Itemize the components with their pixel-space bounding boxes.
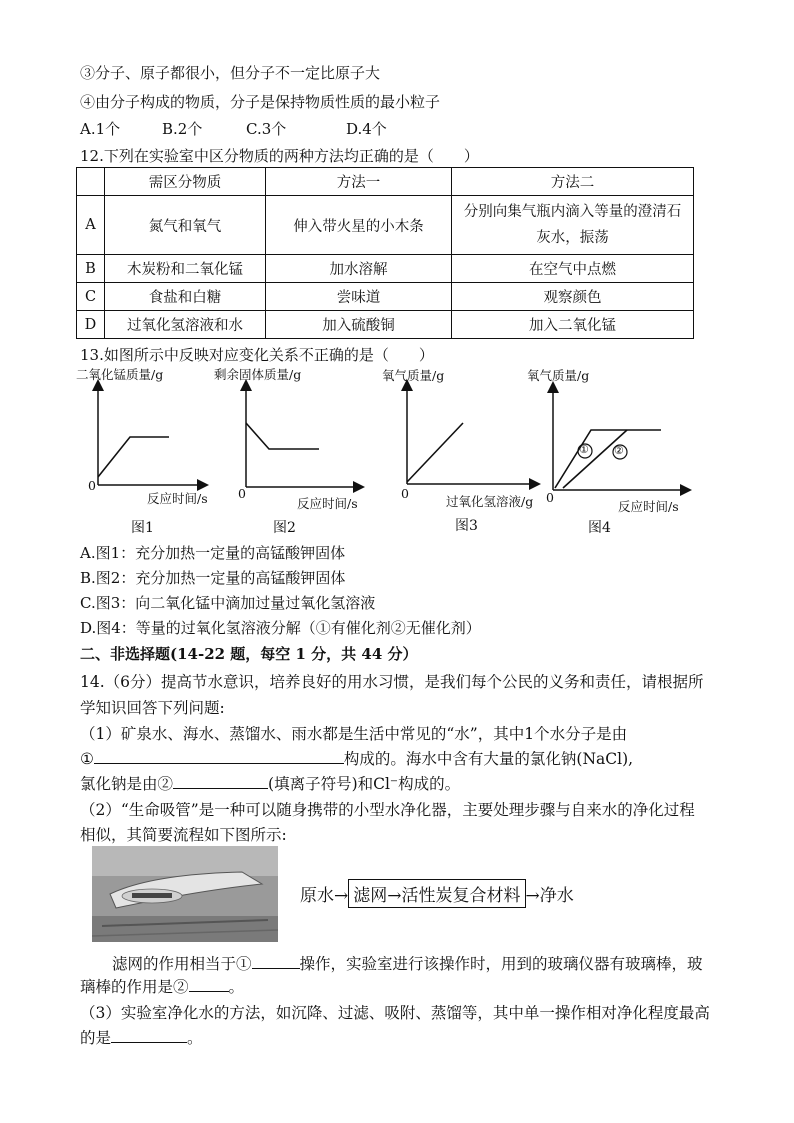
answer-blank-2[interactable]	[173, 774, 268, 789]
life-straw-photo	[92, 846, 278, 942]
row-substance: 氮气和氧气	[105, 196, 266, 255]
table-row	[77, 311, 694, 339]
chart4-origin: 0	[546, 490, 554, 505]
text-span: 。	[228, 978, 245, 996]
chart1-title: 二氧化锰质量/g	[76, 367, 164, 382]
flow-step-filter-box	[348, 879, 525, 908]
answer-blank-4[interactable]	[189, 977, 229, 992]
text-span: 构成的。海水中含有大量的氯化钠(NaCl),	[343, 750, 634, 768]
row-method2: 加入二氧化锰	[452, 311, 694, 339]
table-row	[77, 196, 694, 255]
chart2-title: 剩余固体质量/g	[214, 367, 302, 382]
row-method2-line2: 灰水，振荡	[536, 230, 609, 246]
chart4-series-1-label: ①	[579, 443, 589, 456]
row-label: D	[77, 311, 105, 339]
answer-blank-3[interactable]	[252, 954, 300, 969]
row-label: C	[77, 283, 105, 311]
flow-step-clean-water: 净水	[539, 886, 574, 906]
q11-option-a[interactable]: A.1个	[80, 120, 121, 138]
row-label: B	[77, 255, 105, 283]
table-header-row	[77, 168, 694, 196]
q14-stem-line2: 学知识回答下列问题:	[80, 699, 225, 717]
row-method2-line1: 分别向集气瓶内滴入等量的澄清石	[463, 204, 682, 220]
row-method1: 尝味道	[266, 283, 452, 311]
q14-p2-line3	[112, 952, 703, 974]
section-2-heading: 二、非选择题(14-22 题，每空 1 分，共 44 分）	[80, 645, 418, 663]
q13-option-d[interactable]: D.图4：等量的过氧化氢溶液分解（①有催化剂②无催化剂）	[80, 619, 481, 637]
q14-p3-line2	[80, 1026, 203, 1048]
row-substance: 木炭粉和二氧化锰	[105, 255, 266, 283]
text-span: 的是	[80, 1029, 112, 1047]
text-span: 。	[187, 1029, 203, 1047]
answer-blank-5[interactable]	[111, 1028, 187, 1043]
q11-option-b[interactable]: B.2个	[162, 120, 203, 138]
flow-step-activated-carbon: 活性炭复合材料	[401, 886, 521, 906]
chart3-title: 氧气质量/g	[382, 368, 445, 383]
q13-option-c[interactable]: C.图3：向二氧化锰中滴加过量过氧化氢溶液	[80, 594, 376, 612]
text-span: 璃棒的作用是②	[80, 978, 189, 996]
chart1-svg	[85, 380, 205, 500]
q12-stem: 12.下列在实验室中区分物质的两种方法均正确的是（ ）	[80, 147, 479, 165]
q14-p2-line4	[80, 975, 244, 997]
arrow-icon: →	[387, 886, 402, 906]
chart4-curve-1	[555, 430, 661, 488]
row-method2: 观察颜色	[452, 283, 694, 311]
chart1-caption: 图1	[131, 520, 154, 536]
q14-stem-line1: 14.（6分）提高节水意识，培养良好的用水习惯，是我们每个公民的义务和责任，请根据所	[80, 673, 704, 691]
q14-p3-line1: （3）实验室净化水的方法，如沉降、过滤、吸附、蒸馏等，其中单一操作相对净化程度最高	[80, 1004, 710, 1022]
answer-blank-1[interactable]	[94, 749, 344, 764]
statement-4: ④由分子构成的物质，分子是保持物质性质的最小粒子	[80, 93, 441, 111]
chart3-caption: 图3	[455, 518, 478, 534]
q14-p2-line2: 相似，其简要流程如下图所示:	[80, 826, 287, 844]
row-label: A	[77, 196, 105, 255]
row-method2	[452, 196, 694, 255]
flow-step-filter: 滤网	[353, 886, 388, 906]
text-span: 氯化钠是由②	[80, 775, 174, 793]
chart1-xlabel: 反应时间/s	[147, 491, 208, 506]
chart3-xlabel: 过氧化氢溶液/g	[446, 494, 534, 509]
q14-p1-line2	[80, 747, 633, 769]
table-header-cell: 需区分物质	[105, 168, 266, 196]
row-method1: 伸入带火星的小木条	[266, 196, 452, 255]
q13-option-a[interactable]: A.图1：充分加热一定量的高锰酸钾固体	[80, 544, 346, 562]
row-substance: 食盐和白糖	[105, 283, 266, 311]
q14-p2-line1: （2）“生命吸管”是一种可以随身携带的小型水净化器，主要处理步骤与自来水的净化过程	[80, 801, 695, 819]
statement-3: ③分子、原子都很小，但分子不一定比原子大	[80, 64, 381, 82]
q14-p1-line1: （1）矿泉水、海水、蒸馏水、雨水都是生活中常见的“水”，其中1个水分子是由	[80, 725, 628, 743]
chart4-title: 氧气质量/g	[527, 368, 590, 383]
arrow-icon: →	[525, 886, 540, 906]
row-method1: 加水溶解	[266, 255, 452, 283]
q14-p1-line3	[80, 772, 460, 794]
chart3-curve	[407, 423, 463, 482]
arrow-icon: →	[334, 886, 349, 906]
chart2-xlabel: 反应时间/s	[297, 496, 358, 511]
q12-table	[76, 167, 694, 339]
row-substance: 过氧化氢溶液和水	[105, 311, 266, 339]
blank-label: ①	[80, 750, 94, 768]
row-method1: 加入硫酸铜	[266, 311, 452, 339]
table-header-cell	[77, 168, 105, 196]
flow-step-raw-water: 原水	[300, 886, 334, 906]
chart2-curve	[246, 423, 319, 449]
q13-stem: 13.如图所示中反映对应变化关系不正确的是（ ）	[80, 346, 434, 364]
chart2-caption: 图2	[273, 520, 296, 536]
q13-option-b[interactable]: B.图2：充分加热一定量的高锰酸钾固体	[80, 569, 346, 587]
table-header-cell: 方法一	[266, 168, 452, 196]
chart4-xlabel: 反应时间/s	[618, 499, 679, 514]
chart4-caption: 图4	[588, 520, 611, 536]
chart3-svg	[397, 380, 537, 495]
chart4-series-2-label: ②	[614, 444, 624, 457]
text-span: (填离子符号)和Cl⁻构成的。	[268, 775, 461, 793]
text-span: 滤网的作用相当于①	[112, 955, 252, 973]
table-row	[77, 283, 694, 311]
q11-option-d[interactable]: D.4个	[346, 120, 387, 138]
q11-options	[80, 118, 387, 139]
chart1-curve	[98, 437, 169, 477]
chart3-origin: 0	[401, 486, 409, 501]
purification-flow	[300, 879, 574, 908]
table-row	[77, 255, 694, 283]
table-header-cell: 方法二	[452, 168, 694, 196]
q11-option-c[interactable]: C.3个	[246, 120, 287, 138]
chart2-svg	[234, 380, 364, 505]
chart2-origin: 0	[238, 486, 246, 501]
text-span: 操作，实验室进行该操作时，用到的玻璃仪器有玻璃棒，玻	[299, 955, 703, 973]
chart1-origin: 0	[88, 478, 96, 493]
row-method2: 在空气中点燃	[452, 255, 694, 283]
